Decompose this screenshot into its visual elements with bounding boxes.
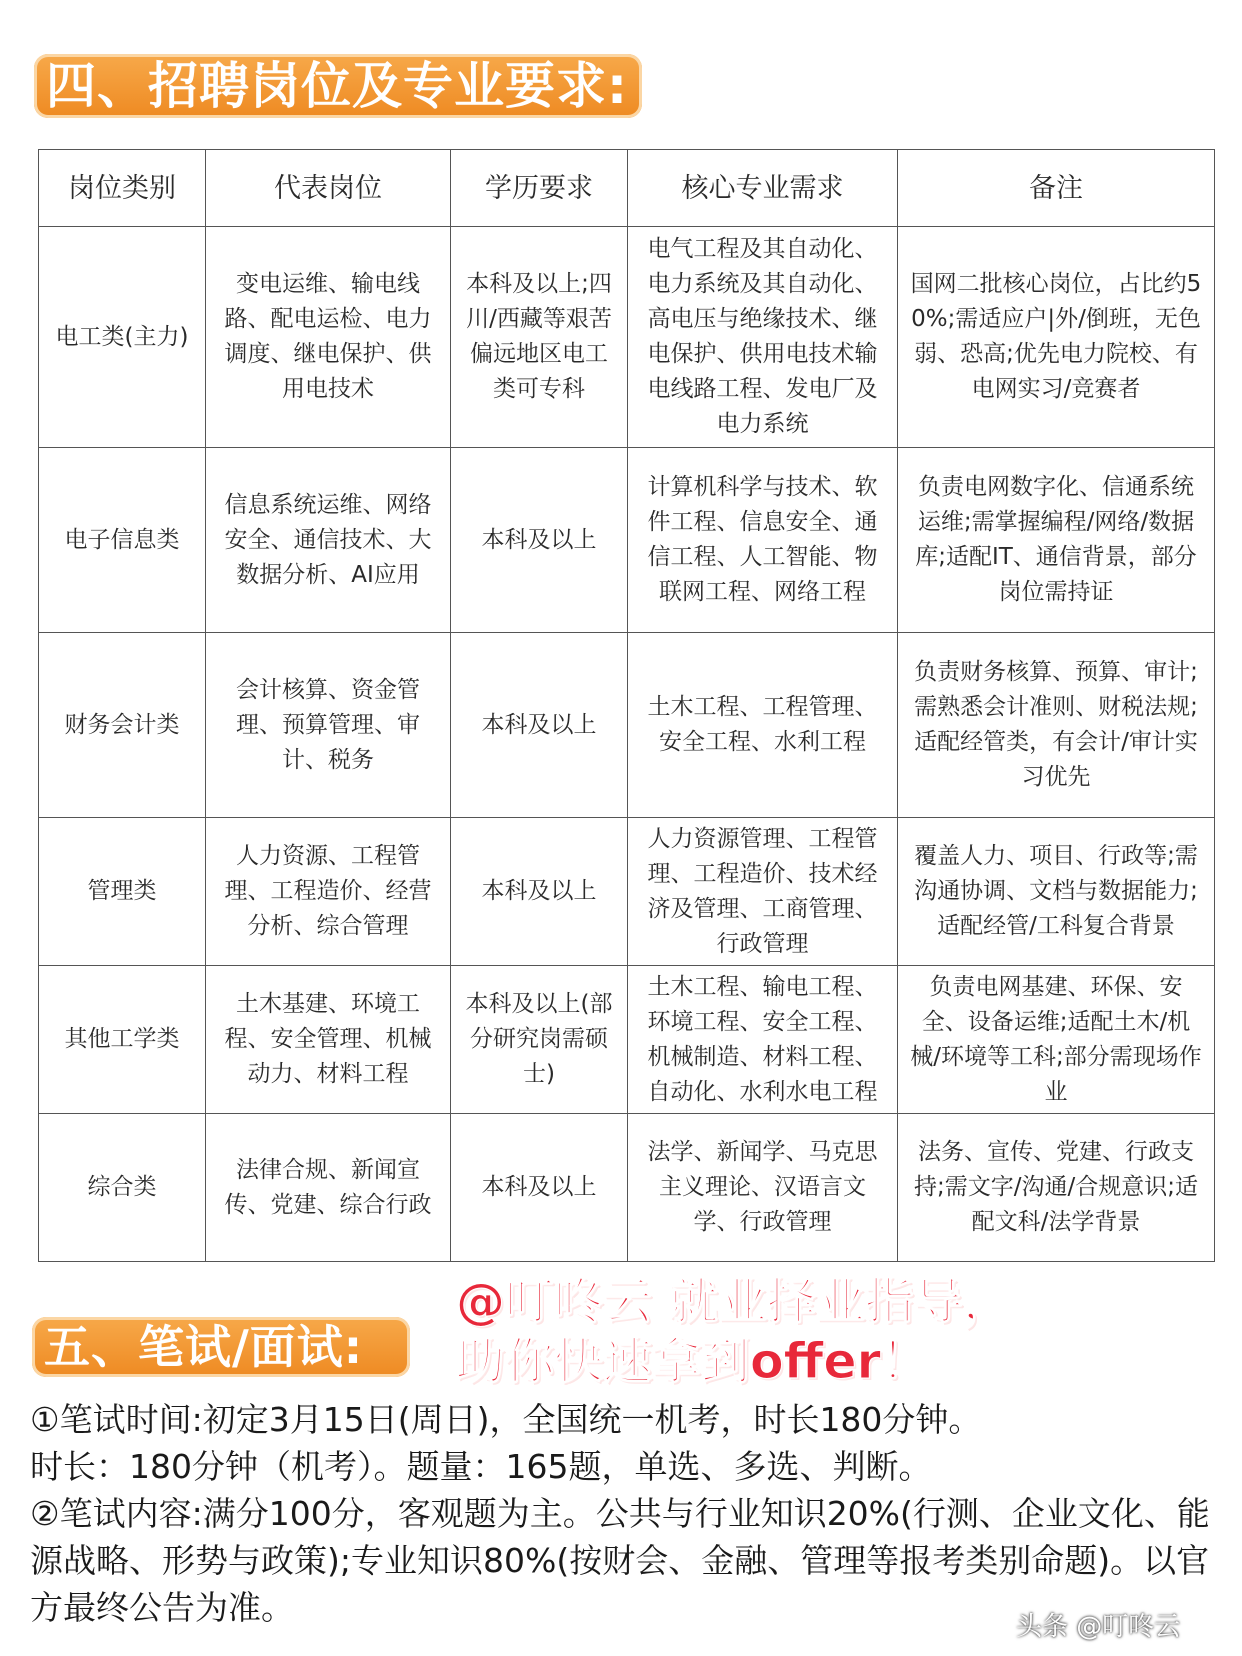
cell-education: 本科及以上(部分研究岗需硕士) <box>451 966 628 1114</box>
cell-majors: 人力资源管理、工程管理、工程造价、技术经济及管理、工商管理、行政管理 <box>628 818 898 966</box>
section-5-title: 五、笔试/面试: <box>32 1317 410 1377</box>
table-row <box>39 633 1215 818</box>
cell-category: 其他工学类 <box>39 966 206 1114</box>
table-row <box>39 818 1215 966</box>
cell-education: 本科及以上;四川/西藏等艰苦偏远地区电工类可专科 <box>451 227 628 448</box>
recruitment-table <box>38 149 1215 1262</box>
cell-positions: 变电运维、输电线路、配电运检、电力调度、继电保护、供用电技术 <box>206 227 451 448</box>
promo-line-2: 助你快速拿到offer！ <box>456 1333 930 1390</box>
header-notes: 备注 <box>898 150 1215 227</box>
header-majors: 核心专业需求 <box>628 150 898 227</box>
cell-notes: 覆盖人力、项目、行政等;需沟通协调、文档与数据能力;适配经管/工科复合背景 <box>898 818 1215 966</box>
promo-overlay <box>456 1272 1012 1392</box>
header-positions: 代表岗位 <box>206 150 451 227</box>
cell-positions: 法律合规、新闻宣传、党建、综合行政 <box>206 1114 451 1262</box>
section-4-title: 四、招聘岗位及专业要求: <box>34 54 642 118</box>
cell-category: 财务会计类 <box>39 633 206 818</box>
exam-paragraph: ①笔试时间:初定3月15日(周日)，全国统一机考，时长180分钟。 <box>30 1400 982 1439</box>
watermark: 头条 @叮咚云 <box>1016 1612 1181 1642</box>
cell-education: 本科及以上 <box>451 1114 628 1262</box>
cell-positions: 人力资源、工程管理、工程造价、经营分析、综合管理 <box>206 818 451 966</box>
cell-notes: 法务、宣传、党建、行政支持;需文字/沟通/合规意识;适配文科/法学背景 <box>898 1114 1215 1262</box>
table-header-row <box>39 150 1215 227</box>
cell-category: 电工类(主力) <box>39 227 206 448</box>
cell-positions: 土木基建、环境工程、安全管理、机械动力、材料工程 <box>206 966 451 1114</box>
cell-positions: 信息系统运维、网络安全、通信技术、大数据分析、AI应用 <box>206 448 451 633</box>
table-row <box>39 227 1215 448</box>
exam-info <box>30 1396 1220 1631</box>
exam-paragraph: ②笔试内容:满分100分，客观题为主。公共与行业知识20%(行测、企业文化、能源战略、形势与政策);专业知识80%(按财会、金融、管理等报考类别命题)。以官方最终公告为准。 <box>30 1494 1210 1627</box>
exam-paragraph: 时长：180分钟（机考）。题量：165题，单选、多选、判断。 <box>30 1447 932 1486</box>
cell-notes: 负责财务核算、预算、审计;需熟悉会计准则、财税法规;适配经管类，有会计/审计实习优先 <box>898 633 1215 818</box>
cell-majors: 土木工程、输电工程、环境工程、安全工程、机械制造、材料工程、自动化、水利水电工程 <box>628 966 898 1114</box>
table-row <box>39 1114 1215 1262</box>
cell-notes: 国网二批核心岗位，占比约50%;需适应户|外/倒班，无色弱、恐高;优先电力院校、有电网实习/竞赛者 <box>898 227 1215 448</box>
cell-education: 本科及以上 <box>451 818 628 966</box>
cell-category: 综合类 <box>39 1114 206 1262</box>
cell-notes: 负责电网数字化、信通系统运维;需掌握编程/网络/数据库;适配IT、通信背景，部分岗位需持证 <box>898 448 1215 633</box>
cell-education: 本科及以上 <box>451 448 628 633</box>
promo-line-1: @叮咚云 就业择业指导， <box>456 1273 1013 1330</box>
cell-category: 电子信息类 <box>39 448 206 633</box>
table-row <box>39 966 1215 1114</box>
table-row <box>39 448 1215 633</box>
cell-positions: 会计核算、资金管理、预算管理、审计、税务 <box>206 633 451 818</box>
cell-education: 本科及以上 <box>451 633 628 818</box>
cell-majors: 计算机科学与技术、软件工程、信息安全、通信工程、人工智能、物联网工程、网络工程 <box>628 448 898 633</box>
cell-majors: 法学、新闻学、马克思主义理论、汉语言文学、行政管理 <box>628 1114 898 1262</box>
cell-majors: 土木工程、工程管理、安全工程、水利工程 <box>628 633 898 818</box>
cell-notes: 负责电网基建、环保、安全、设备运维;适配土木/机械/环境等工科;部分需现场作业 <box>898 966 1215 1114</box>
header-education: 学历要求 <box>451 150 628 227</box>
cell-majors: 电气工程及其自动化、电力系统及其自动化、高电压与绝缘技术、继电保护、供用电技术输电线路工程、发电厂及电力系统 <box>628 227 898 448</box>
header-category: 岗位类别 <box>39 150 206 227</box>
cell-category: 管理类 <box>39 818 206 966</box>
